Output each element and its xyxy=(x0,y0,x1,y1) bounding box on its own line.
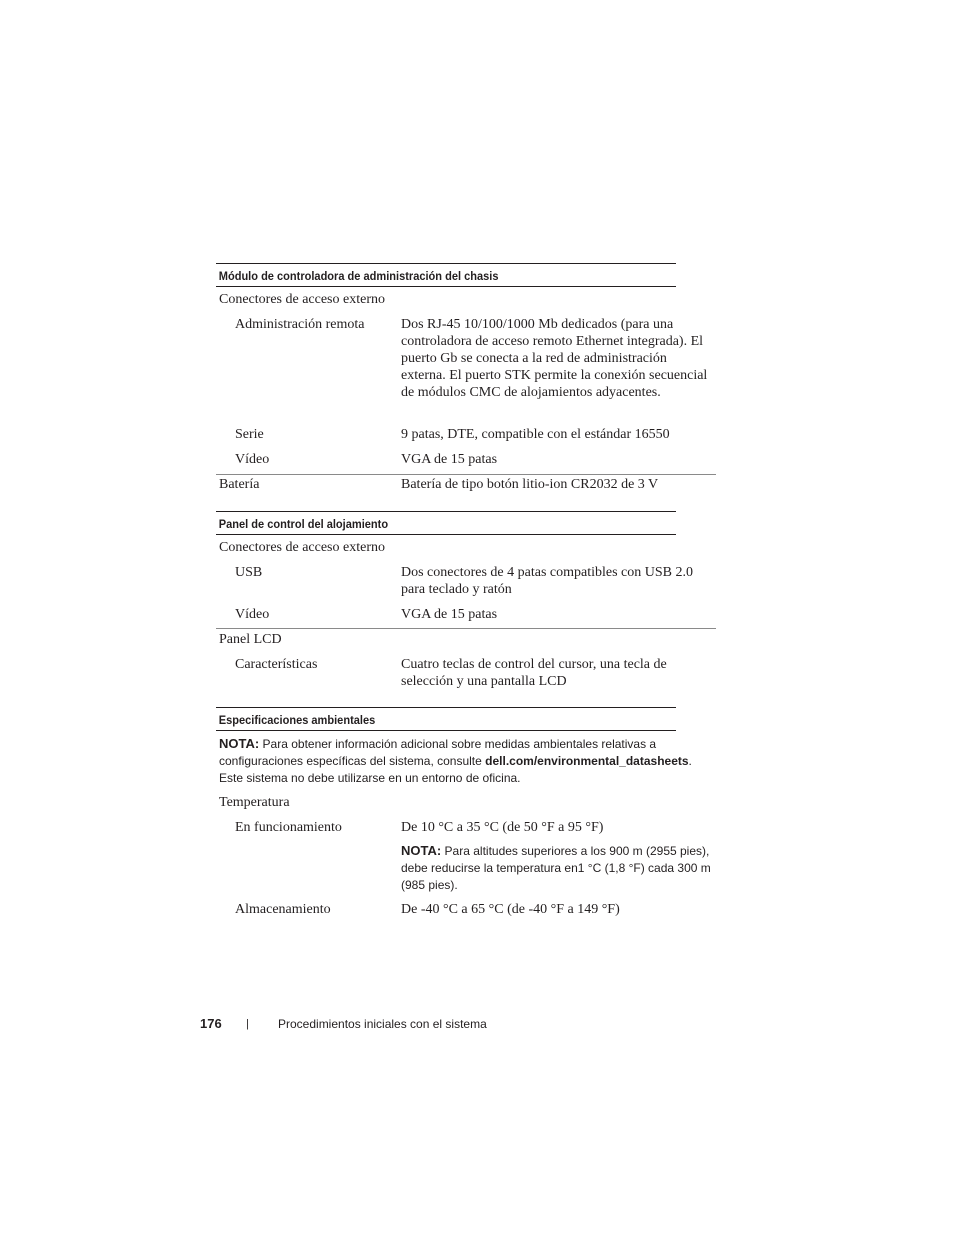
section-heading-environmental: Especificaciones ambientales xyxy=(216,707,676,731)
section-heading-cmc: Módulo de controladora de administración del chasis xyxy=(216,263,676,287)
spec-value: 9 patas, DTE, compatible con el estándar 16550 xyxy=(401,427,670,442)
footer-separator: | xyxy=(246,1018,249,1030)
spec-value: De 10 °C a 35 °C (de 50 °F a 95 °F) xyxy=(401,820,604,835)
spec-value: Cuatro teclas de control del cursor, una tecla de selección y una pantalla LCD xyxy=(401,657,667,689)
note-label: NOTA: xyxy=(401,843,442,858)
note-environmental: NOTA: Para obtener información adicional sobre medidas ambientales relativas a configuraciones específicas del sistema, consulte dell.com/environmental_datasheets. Este sistema no debe utilizarse en un entorno de oficina. xyxy=(219,736,692,785)
spec-value: VGA de 15 patas xyxy=(401,452,498,467)
spec-label: Serie xyxy=(235,427,264,442)
section-heading-control-panel: Panel de control del alojamiento xyxy=(216,511,676,535)
spec-label: Batería xyxy=(219,477,260,492)
spec-label: Administración remota xyxy=(235,317,365,332)
page-number: 176 xyxy=(200,1016,222,1031)
spec-value: De -40 °C a 65 °C (de -40 °F a 149 °F) xyxy=(401,902,620,917)
spec-value: VGA de 15 patas xyxy=(401,607,498,622)
spec-label: Vídeo xyxy=(235,607,270,622)
footer-title: Procedimientos iniciales con el sistema xyxy=(278,1017,487,1031)
spec-label: USB xyxy=(235,565,263,580)
spec-label: Almacenamiento xyxy=(235,902,331,917)
spec-value: Dos conectores de 4 patas compatibles con USB 2.0 para teclado y ratón xyxy=(401,565,693,597)
datasheet-link[interactable]: dell.com/environmental_datasheets xyxy=(485,754,689,768)
spec-label: Vídeo xyxy=(235,452,270,467)
row-divider xyxy=(216,474,716,475)
note-altitude: NOTA: Para altitudes superiores a los 900 m (2955 pies), debe reducirse la temperatura en1 °C (1,8 °F) cada 300 m (985 pies). xyxy=(401,843,711,892)
spec-label: En funcionamiento xyxy=(235,820,342,835)
spec-value: Batería de tipo botón litio-ion CR2032 de 3 V xyxy=(401,477,659,492)
row-divider xyxy=(216,628,716,629)
spec-value: Dos RJ-45 10/100/1000 Mb dedicados (para una controladora de acceso remoto Ethernet integrada). El puerto Gb se conecta a la red de administración externa. El puerto STK permite la conexión secuencial de módulos CMC de alojamientos adyacentes. xyxy=(401,317,708,400)
note-label: NOTA: xyxy=(219,736,260,751)
spec-label: Características xyxy=(235,657,318,672)
